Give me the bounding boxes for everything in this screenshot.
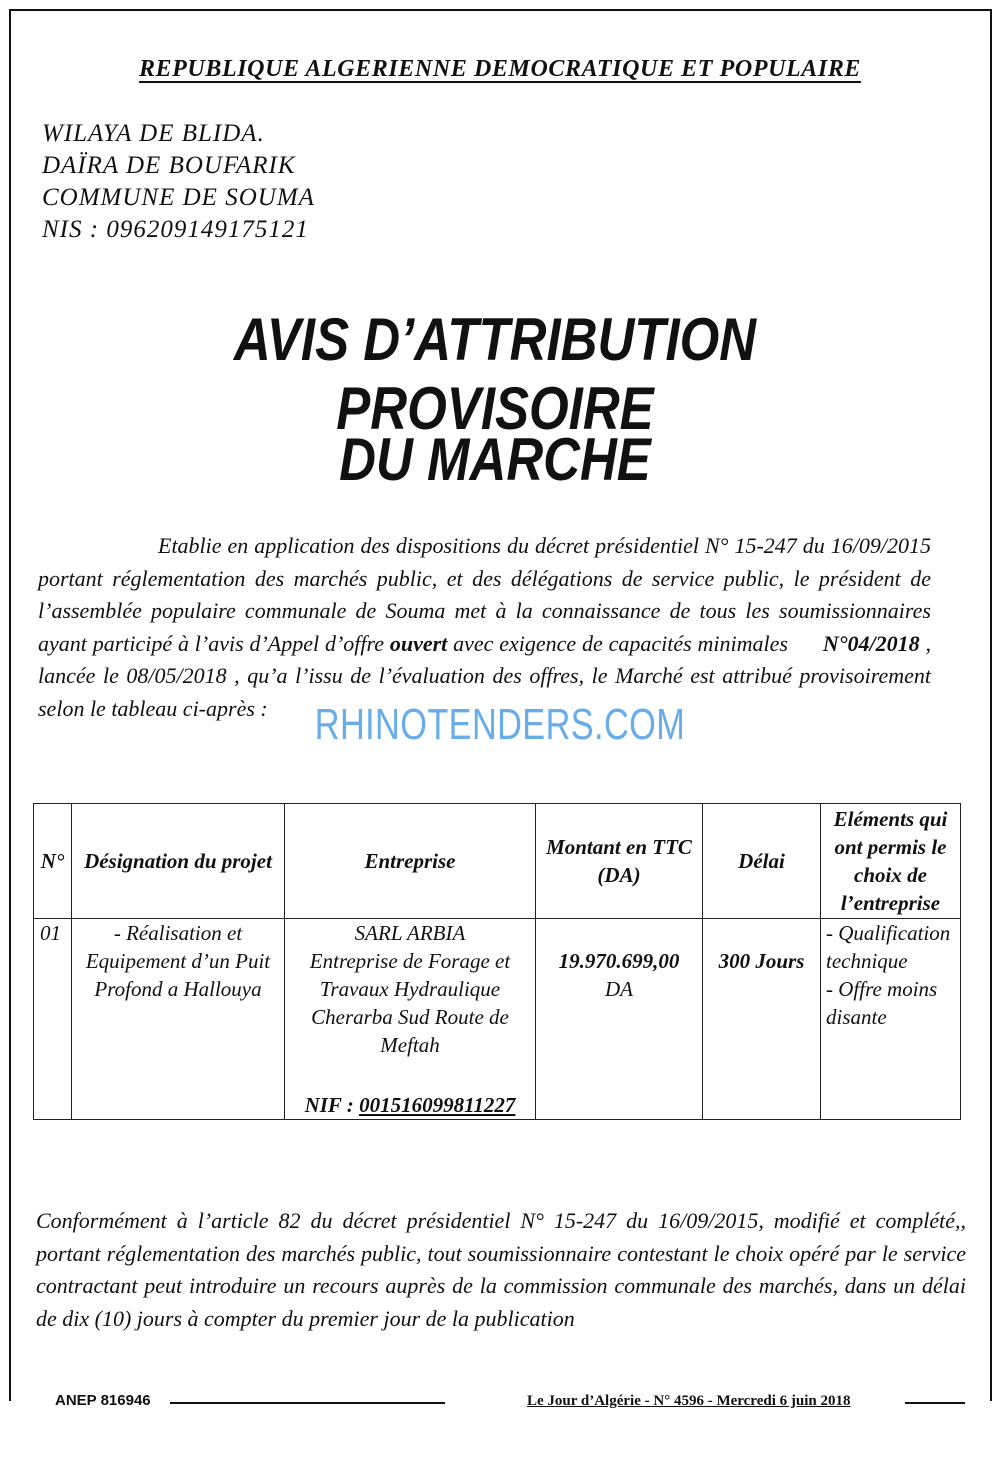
footer-rule-right (905, 1402, 965, 1404)
montant-unit: DA (605, 977, 633, 1001)
row-elements (821, 919, 961, 1120)
notice-subtitle: DU MARCHE (339, 426, 651, 493)
header-montant: Montant en TTC (DA) (536, 804, 703, 919)
closing-paragraph: Conformément à l’article 82 du décret présidentiel N° 15-247 du 16/09/2015, modifié et complété,, portant réglementation des marchés public, tout soumissionnaire contestant le choix opéré par le service contractant peut introduire un recours auprès de la commission communale des marchés, dans un délai de dix (10) jours à compter du premier jour de la publication (36, 1208, 966, 1331)
montant-value: 19.970.699,00 (558, 949, 680, 973)
row-entreprise (285, 919, 536, 1120)
intro-text-2: avec exigence de capacités minimales (447, 630, 794, 656)
entreprise-description: Entreprise de Forage et Travaux Hydraulique Cherarba Sud Route de Meftah (309, 949, 511, 1057)
delai-value: 300 Jours (718, 949, 805, 973)
administration-block (42, 118, 315, 246)
intro-ouvert: ouvert (389, 630, 448, 656)
republic-header (0, 56, 1000, 83)
tender-number: N°04/2018 (822, 630, 920, 656)
entreprise-name: SARL ARBIA (354, 921, 466, 945)
nif-label: NIF : (304, 1093, 360, 1117)
header-designation: Désignation du projet (72, 804, 285, 919)
commune-line: COMMUNE DE SOUMA (42, 184, 315, 211)
intro-paragraph (38, 530, 931, 725)
watermark: RHINOTENDERS.COM (314, 700, 686, 749)
row-delai (703, 919, 821, 1120)
intro-text-1: Etablie en application des dispositions du décret présidentiel N° 15-247 du 16/09/2015 portant réglementation des marchés public, et des délégations de service public, le président de l’assemblée populaire communale de Souma met à la connaissance de tous les soumissionnaires ayant participé à l’avis d’Appel d’offre (38, 533, 931, 656)
row-number: 01 (34, 919, 72, 1120)
intro-text-3: , lancée le 08/05/2018 , qu’a l’issu de l’évaluation des offres, le Marché est attribué provisoirement selon le tableau ci-après : (38, 630, 932, 721)
criterion-qualification: - Qualification technique (826, 921, 951, 973)
daira-line: DAÏRA DE BOUFARIK (42, 152, 296, 179)
newspaper-reference: Le Jour d’Algérie - N° 4596 - Mercredi 6 juin 2018 (527, 1393, 851, 1409)
footer-rule (170, 1402, 445, 1404)
entreprise-nif (285, 1091, 535, 1119)
header-number: N° (34, 804, 72, 919)
notice-title: AVIS D’ATTRIBUTION PROVISOIRE (233, 306, 757, 442)
header-elements: Eléments qui ont permis le choix de l’entreprise (821, 804, 961, 919)
anep-reference: ANEP 816946 (55, 1392, 151, 1409)
row-montant (536, 919, 703, 1120)
header-delai: Délai (703, 804, 821, 919)
award-table (33, 803, 961, 1120)
header-entreprise: Entreprise (285, 804, 536, 919)
nis-line: NIS : 096209149175121 (42, 216, 309, 243)
table-row (34, 919, 961, 1120)
row-designation: - Réalisation et Equipement d’un Puit Profond a Hallouya (72, 919, 285, 1120)
republic-title: REPUBLIQUE ALGERIENNE DEMOCRATIQUE ET POPULAIRE (138, 56, 862, 82)
table-header-row (34, 804, 961, 919)
wilaya-line: WILAYA DE BLIDA. (42, 120, 265, 147)
nif-value: 001516099811227 (359, 1093, 516, 1117)
criterion-offer: - Offre moins disante (826, 977, 938, 1029)
